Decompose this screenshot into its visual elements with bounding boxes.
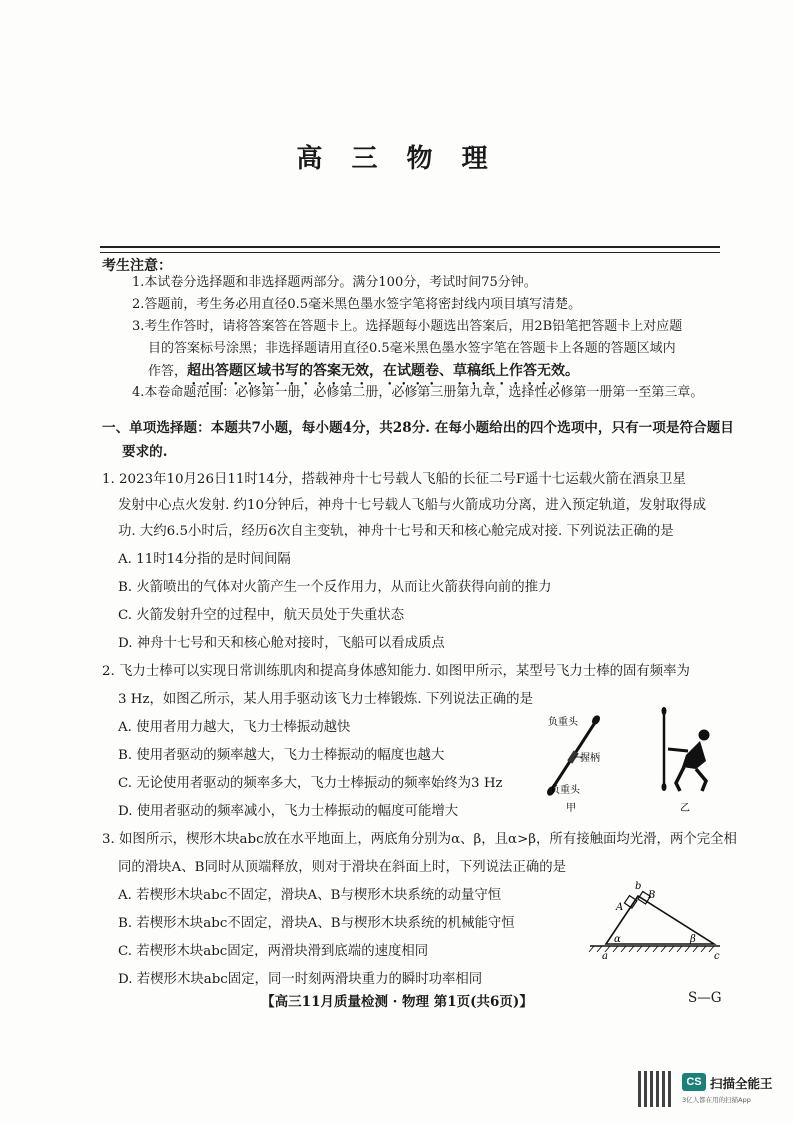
scanner-tagline: 3亿人都在用的扫描App	[682, 1096, 751, 1104]
notice-item-1: 1.本试卷分选择题和非选择题两部分。满分100分，考试时间75分钟。	[132, 275, 537, 290]
q2-option-d: D. 使用者驱动的频率减小，飞力士棒振动的幅度可能增大	[118, 804, 459, 819]
label-b: b	[635, 881, 642, 892]
q3-option-d: D. 若楔形木块abc固定，同一时刻两滑块重力的瞬时功率相同	[118, 972, 483, 987]
label-A: A	[616, 902, 624, 913]
page-footer: 【高三11月质量检测 · 物理 第1页(共6页)】	[261, 994, 533, 1010]
caption-jia: 甲	[566, 803, 576, 814]
flexi-bar-diagram	[530, 705, 730, 820]
q1-stem-line-1: 1. 2023年10月26日11时14分，搭载神舟十七号载人飞船的长征二号F遥十七运载火箭在酒泉卫星	[102, 472, 686, 487]
label-a: a	[602, 951, 608, 962]
page-title: 高 三 物 理	[296, 144, 498, 174]
person-arm	[668, 749, 688, 751]
q1-option-d: D. 神舟十七号和天和核心舱对接时，飞船可以看成质点	[118, 636, 445, 651]
person-head	[699, 730, 710, 741]
label-c: c	[714, 951, 720, 962]
scanner-app-name: 扫描全能王	[710, 1076, 773, 1091]
header-rule	[100, 246, 720, 248]
label-weight-head-top: 负重头	[548, 717, 578, 728]
paper-code: S—G	[688, 990, 722, 1006]
q2-stem-line-2: 3 Hz，如图乙所示，某人用手驱动该飞力士棒锻炼. 下列说法正确的是	[118, 692, 533, 707]
label-grip: 握柄	[580, 753, 600, 764]
caption-yi: 乙	[680, 803, 690, 814]
qr-code-icon	[638, 1071, 674, 1107]
label-alpha: α	[614, 934, 621, 945]
section-heading-cont: 要求的.	[122, 444, 168, 460]
weight-head-top	[590, 714, 601, 726]
camscanner-logo-icon: CS	[682, 1073, 706, 1091]
q2-option-a: A. 使用者用力越大，飞力士棒振动越快	[118, 720, 351, 735]
notice-emphasis: 超出答题区域书写的答案无效，在试题卷、草稿纸上作答无效。	[187, 363, 580, 379]
q3-option-a: A. 若楔形木块abc不固定，滑块A、B与楔形木块系统的动量守恒	[118, 888, 502, 903]
person-legs	[676, 767, 706, 791]
notice-item-3-end: 作答，超出答题区域书写的答案无效，在试题卷、草稿纸上作答无效。	[148, 363, 580, 379]
q2-figure	[530, 705, 730, 824]
q1-option-b: B. 火箭喷出的气体对火箭产生一个反作用力，从而让火箭获得向前的推力	[118, 580, 552, 595]
notice-item-3-cont: 目的答案标号涂黑；非选择题请用直径0.5毫米黑色墨水签字笔在答题卡上各题的答题区域内	[148, 341, 676, 356]
q3-option-b: B. 若楔形木块abc不固定，滑块A、B与楔形木块系统的机械能守恒	[118, 916, 515, 931]
header-rule-thin	[100, 252, 720, 253]
person-torso	[682, 741, 706, 769]
label-B: B	[648, 890, 656, 901]
q2-option-b: B. 使用者驱动的频率越大，飞力士棒振动的幅度也越大	[118, 748, 445, 763]
q1-stem-line-3: 功. 大约6.5小时后，经历6次自主变轨，神舟十七号和天和核心舱完成对接. 下列说法正确的是	[118, 524, 674, 539]
wedge-diagram	[586, 872, 726, 962]
q2-option-c: C. 无论使用者驱动的频率多大，飞力士棒振动的频率始终为3 Hz	[118, 776, 503, 791]
q2-stem-line-1: 2. 飞力士棒可以实现日常训练肌肉和提高身体感知能力. 如图甲所示，某型号飞力士棒的固有频率为	[102, 664, 690, 679]
notice-item-4: 4.本卷命题范围：必修第一册，必修第二册，必修第三册第九章，选择性必修第一册第一至第三章。	[132, 385, 704, 400]
q3-option-c: C. 若楔形木块abc固定，两滑块滑到底端的速度相同	[118, 944, 429, 959]
q1-option-a: A. 11时14分指的是时间间隔	[118, 552, 291, 567]
label-weight-head-bottom: 负重头	[550, 785, 580, 796]
q1-option-c: C. 火箭发射升空的过程中，航天员处于失重状态	[118, 608, 405, 623]
notice-item-2: 2.答题前，考生务必用直径0.5毫米黑色墨水签字笔将密封线内项目填写清楚。	[132, 297, 582, 312]
q1-stem-line-2: 发射中心点火发射. 约10分钟后，神舟十七号载人飞船与火箭成功分离，进入预定轨道，发射取得成	[118, 498, 706, 513]
notice-heading: 考生注意：	[102, 258, 172, 274]
notice-item-3: 3.考生作答时，请将答案答在答题卡上。选择题每小题选出答案后，用2B铅笔把答题卡上对应题	[132, 319, 683, 334]
section-heading: 一、单项选择题：本题共7小题，每小题4分，共28分. 在每小题给出的四个选项中，只有一项是符合题目	[102, 420, 734, 436]
label-beta: β	[690, 934, 696, 945]
q3-stem-line-2: 同的滑块A、B同时从顶端释放，则对于滑块在斜面上时，下列说法正确的是	[118, 860, 567, 875]
q3-stem-line-1: 3. 如图所示，楔形木块abc放在水平地面上，两底角分别为α、β，且α>β，所有接触面均光滑，两个完全相	[102, 832, 737, 847]
q3-figure	[586, 872, 726, 966]
